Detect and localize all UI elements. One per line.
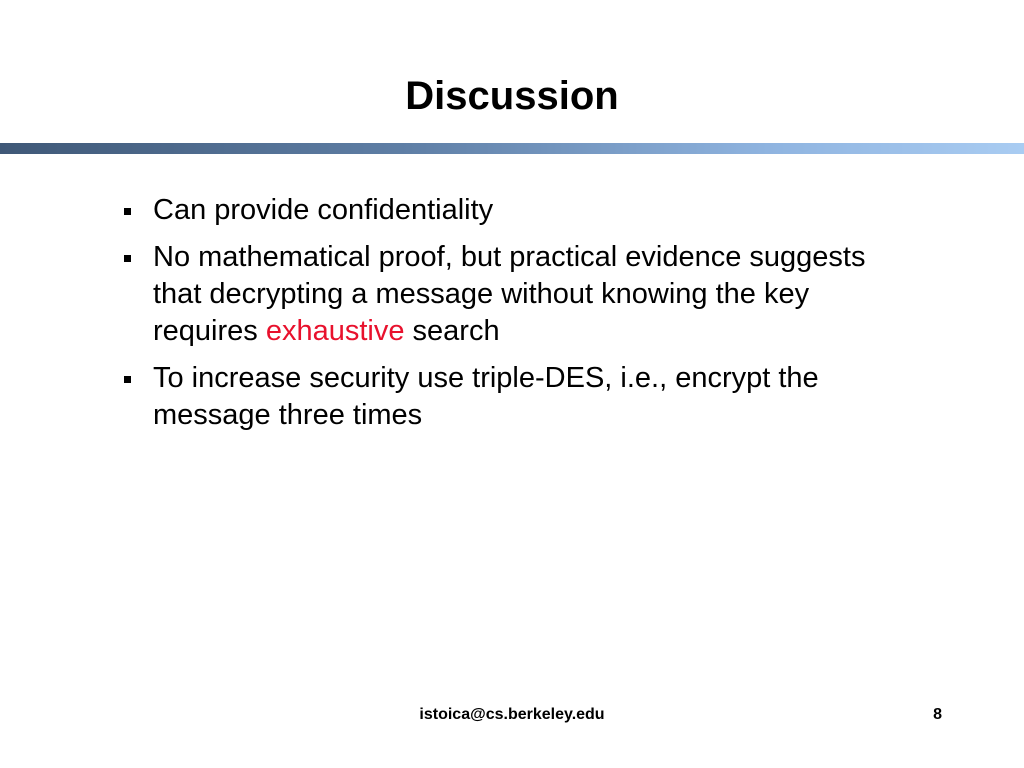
bullet-list: [0, 192, 1024, 444]
page-number: 8: [933, 706, 942, 723]
bullet-text: To increase security use triple-DES, i.e., encrypt the message three times: [153, 362, 819, 431]
title-divider-rule: [0, 143, 1024, 154]
bullet-item: [0, 239, 1024, 350]
bullet-text: Can provide confidentiality: [153, 194, 494, 226]
bullet-item: [0, 192, 1024, 229]
square-bullet-icon: [124, 208, 131, 215]
slide-title: Discussion: [405, 74, 619, 118]
square-bullet-icon: [124, 255, 131, 262]
square-bullet-icon: [124, 376, 131, 383]
bullet-text-start: No mathematical proof, but practical evidence suggests that decrypting a message without knowing the key requires: [153, 241, 866, 347]
highlighted-word: exhaustive: [265, 315, 405, 347]
bullet-item: [0, 360, 1024, 434]
footer-email: istoica@cs.berkeley.edu: [419, 706, 605, 723]
bullet-text-end: search: [404, 315, 500, 347]
